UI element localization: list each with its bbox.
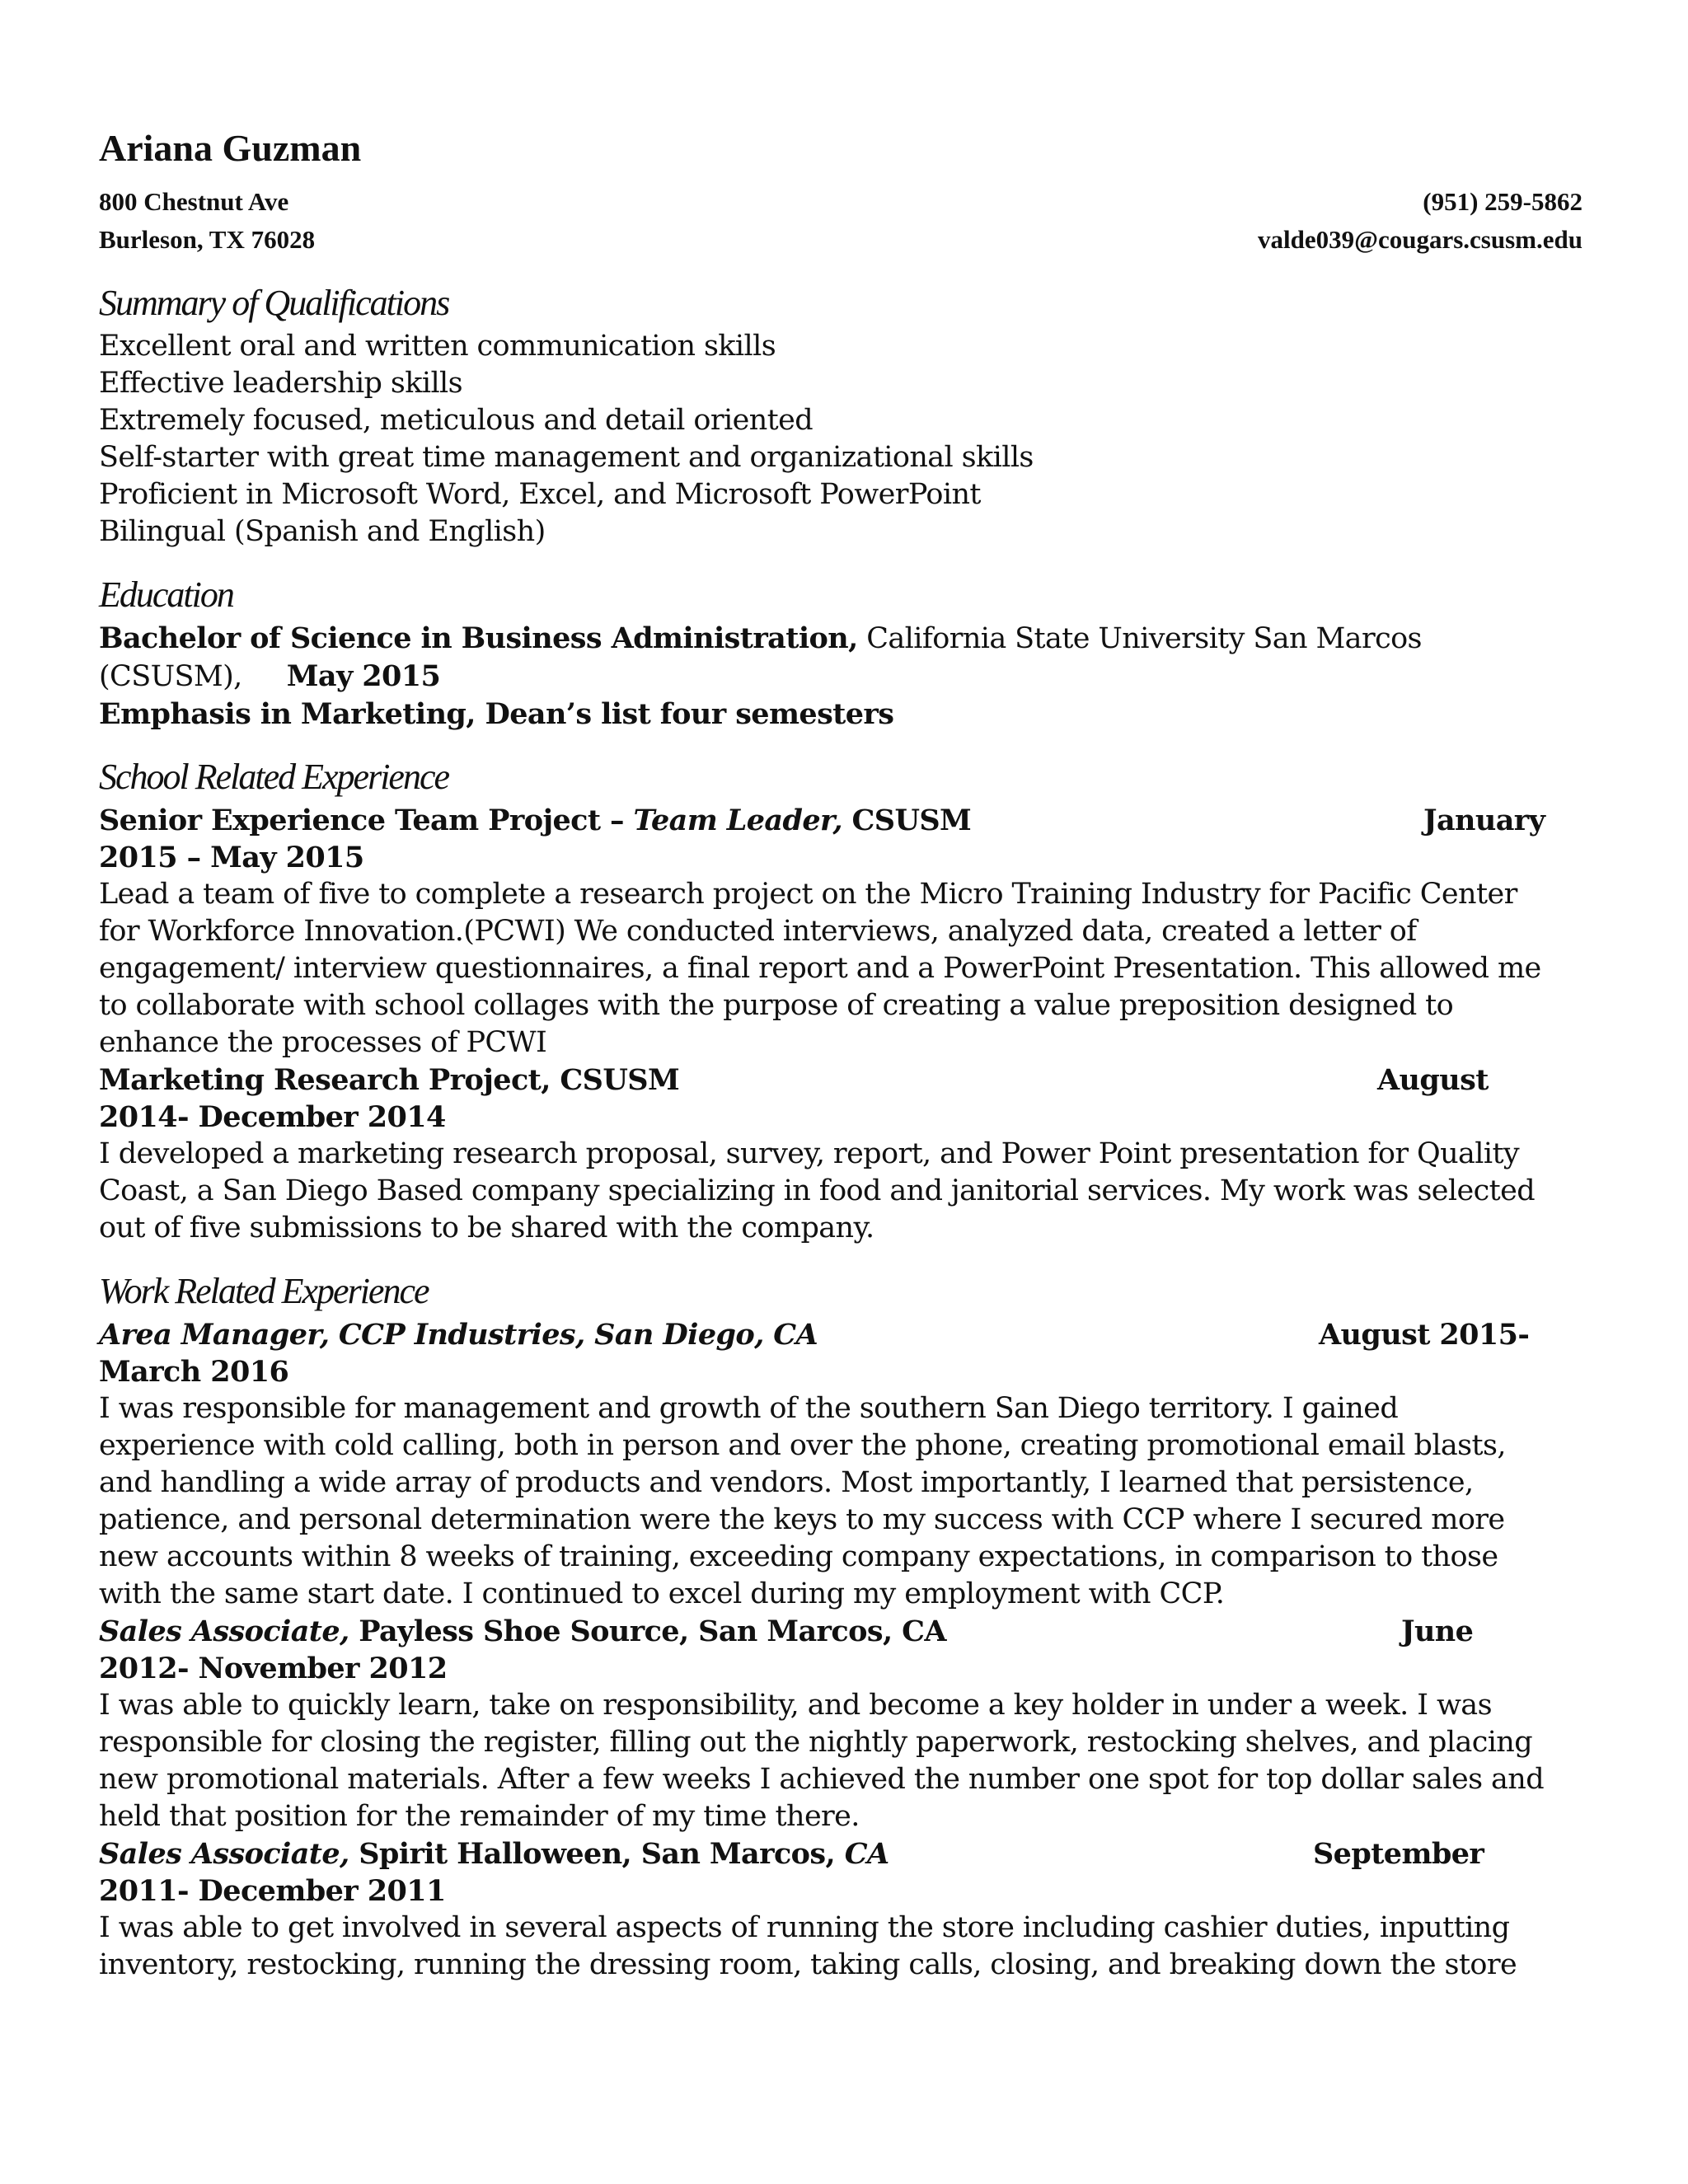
school-abbreviation: (CSUSM), — [99, 660, 242, 693]
entry-description-line: engagement/ interview questionnaires, a final report and a PowerPoint Presentation. This allowed me — [99, 952, 1541, 985]
entry-org: Payless Shoe Source, San Marcos, CA — [349, 1615, 946, 1648]
entry-role: Team Leader, — [633, 804, 842, 837]
candidate-name: Ariana Guzman — [99, 127, 362, 169]
school-entry — [99, 1062, 1582, 1247]
entry-role: Sales Associate, — [99, 1837, 349, 1871]
entry-date-start: June — [1401, 1615, 1474, 1648]
entry-description-line: Coast, a San Diego Based company specializing in food and janitorial services. My work was selected — [99, 1174, 1536, 1207]
email-address: valde039@cougars.csusm.edu — [1258, 225, 1582, 254]
school-experience-heading: School Related Experience — [99, 757, 449, 797]
entry-title: Senior Experience Team Project – — [99, 804, 634, 837]
entry-description-line: I was responsible for management and growth of the southern San Diego territory. I gained — [99, 1392, 1399, 1425]
graduation-date: May 2015 — [286, 659, 441, 693]
degree-name: Bachelor of Science in Business Administration, — [99, 621, 858, 655]
resume-page — [99, 124, 1582, 1984]
entry-description-line: for Workforce Innovation.(PCWI) We conducted interviews, analyzed data, created a letter of — [99, 915, 1417, 948]
entry-role: Sales Associate, — [99, 1615, 349, 1648]
phone-number: (951) 259-5862 — [1423, 187, 1582, 216]
entry-description-line: and handling a wide array of products and vendors. Most importantly, I learned that persistence, — [99, 1466, 1474, 1499]
entry-title: Marketing Research Project, CSUSM — [99, 1063, 680, 1097]
summary-item: Effective leadership skills — [99, 367, 463, 400]
entry-date-end: 2011- December 2011 — [99, 1874, 446, 1908]
entry-header — [99, 1316, 1582, 1390]
emphasis-line: Emphasis in Marketing, Dean’s list four semesters — [99, 697, 894, 731]
summary-list — [99, 328, 1582, 551]
entry-description-line: inventory, restocking, running the dressing room, taking calls, closing, and breaking down the store — [99, 1948, 1517, 1981]
entry-header — [99, 802, 1582, 876]
entry-description-line: Lead a team of five to complete a research project on the Micro Training Industry for Pacific Center — [99, 878, 1517, 911]
entry-header — [99, 1062, 1582, 1136]
entry-description-line: enhance the processes of PCWI — [99, 1026, 547, 1059]
entry-date-end: 2012- November 2012 — [99, 1652, 448, 1685]
entry-org: CSUSM — [842, 804, 972, 837]
entry-date-start: September — [1313, 1837, 1484, 1871]
entry-description-line: responsible for closing the register, filling out the nightly paperwork, restocking shelves, and placing — [99, 1726, 1533, 1759]
entry-description-line: with the same start date. I continued to excel during my employment with CCP. — [99, 1577, 1225, 1610]
entry-date-start: August — [1377, 1063, 1489, 1097]
summary-item: Proficient in Microsoft Word, Excel, and Microsoft PowerPoint — [99, 478, 981, 511]
summary-item: Self-starter with great time management and organizational skills — [99, 441, 1034, 474]
entry-description-line: to collaborate with school collages with the purpose of creating a value preposition designed to — [99, 989, 1454, 1022]
school-name: California State University San Marcos — [857, 622, 1422, 655]
entry-description-line: I was able to quickly learn, take on responsibility, and become a key holder in under a week. I was — [99, 1689, 1492, 1722]
entry-description-line: held that position for the remainder of my time there. — [99, 1800, 860, 1833]
contact-row-1 — [99, 183, 1582, 221]
entry-org-state: CA — [844, 1837, 889, 1871]
education-heading: Education — [99, 574, 233, 615]
entry-description-line: new accounts within 8 weeks of training, exceeding company expectations, in comparison to those — [99, 1540, 1498, 1573]
entry-org: Spirit Halloween, San Marcos, — [349, 1837, 845, 1871]
entry-date-start: January — [1423, 804, 1545, 837]
school-entry — [99, 802, 1582, 1062]
entry-description-line: out of five submissions to be shared with the company. — [99, 1212, 874, 1244]
entry-date-end: 2014- December 2014 — [99, 1100, 446, 1134]
summary-heading: Summary of Qualifications — [99, 283, 449, 323]
degree-date-line — [99, 658, 1582, 696]
summary-item: Excellent oral and written communication skills — [99, 330, 776, 363]
work-entry — [99, 1316, 1582, 1613]
entry-date-end: 2015 – May 2015 — [99, 841, 364, 874]
entry-header — [99, 1613, 1582, 1687]
work-experience-heading: Work Related Experience — [99, 1271, 429, 1311]
entry-description-line: I developed a marketing research proposal, survey, report, and Power Point presentation for Quality — [99, 1137, 1520, 1170]
entry-date-end: March 2016 — [99, 1355, 289, 1389]
summary-item: Bilingual (Spanish and English) — [99, 515, 546, 548]
entry-description-line: patience, and personal determination were the keys to my success with CCP where I secured more — [99, 1503, 1505, 1536]
entry-date-start: August 2015- — [1319, 1318, 1530, 1352]
contact-row-2 — [99, 221, 1582, 259]
work-entry — [99, 1613, 1582, 1835]
entry-header — [99, 1835, 1582, 1910]
entry-description-line: new promotional materials. After a few weeks I achieved the number one spot for top dollar sales and — [99, 1763, 1544, 1796]
address-line-2: Burleson, TX 76028 — [99, 225, 316, 254]
entry-description-line: I was able to get involved in several aspects of running the store including cashier duties, inputting — [99, 1911, 1510, 1944]
degree-line — [99, 620, 1582, 658]
address-line-1: 800 Chestnut Ave — [99, 187, 289, 216]
work-entry — [99, 1835, 1582, 1984]
summary-item: Extremely focused, meticulous and detail oriented — [99, 404, 814, 437]
entry-title: Area Manager, CCP Industries, San Diego, CA — [99, 1318, 818, 1352]
entry-description-line: experience with cold calling, both in person and over the phone, creating promotional email blasts, — [99, 1429, 1506, 1462]
